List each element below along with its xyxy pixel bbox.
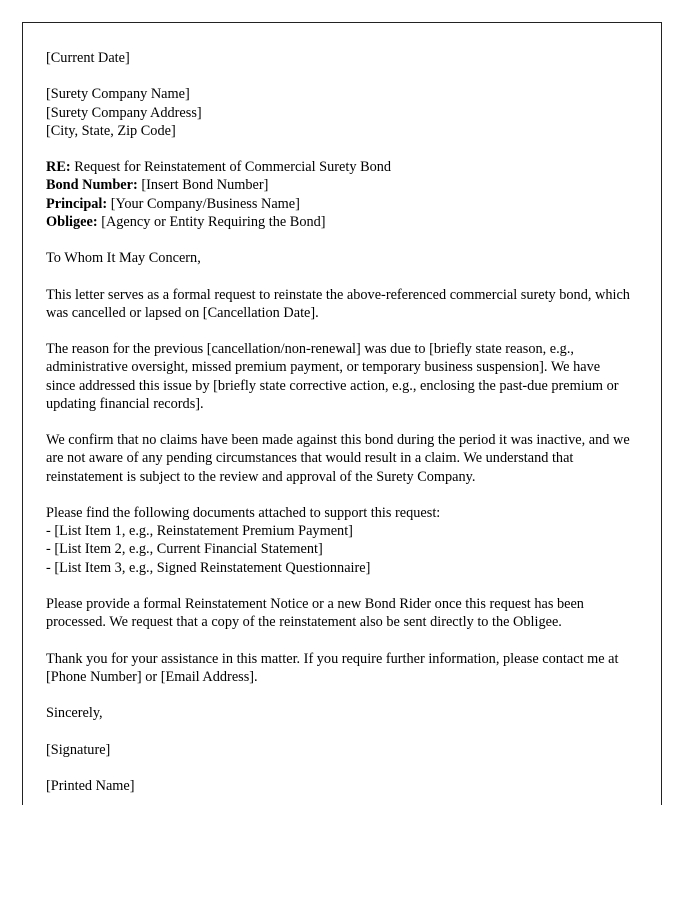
bond-number-label: Bond Number: (46, 177, 138, 194)
re-text: Request for Reinstatement of Commercial Surety Bond (70, 159, 392, 176)
re-line (46, 158, 630, 176)
obligee-line (46, 213, 630, 231)
date-line: [Current Date] (46, 50, 130, 66)
obligee-value: [Agency or Entity Requiring the Bond] (97, 213, 326, 230)
obligee-label: Obligee: (46, 213, 98, 230)
recipient-city-state-zip: [City, State, Zip Code] (46, 122, 176, 139)
list-item: - [List Item 2, e.g., Current Financial Statement] (46, 541, 323, 558)
bond-number-value: [Insert Bond Number] (137, 177, 269, 194)
paragraph-request: This letter serves as a formal request to reinstate the above-referenced commercial surety bond, which was cancelled or lapsed on [Cancellation Date]. (46, 286, 630, 321)
document-page (22, 22, 662, 805)
re-label: RE: (46, 159, 71, 176)
list-item: - [List Item 1, e.g., Reinstatement Premium Payment] (46, 523, 353, 540)
printed-name-placeholder: [Printed Name] (46, 777, 135, 794)
salutation: To Whom It May Concern, (46, 250, 201, 267)
subject-block (46, 158, 630, 231)
recipient-address-block (46, 85, 630, 140)
principal-line (46, 195, 630, 213)
paragraph-no-claims: We confirm that no claims have been made against this bond during the period it was inactive, and we are not aware of any pending circumstances that would result in a claim. We understand that reinstatement is subject to the review and approval of the Surety Company. (46, 432, 630, 485)
paragraph-reason: The reason for the previous [cancellation/non-renewal] was due to [briefly state reason, e.g., administrative oversight, missed premium payment, or temporary business suspension]. We have since addressed this issue by [briefly state corrective action, e.g., enclosing the past-due premium or updating financial records]. (46, 341, 619, 412)
signature-placeholder: [Signature] (46, 741, 111, 758)
attachments-intro: Please find the following documents attached to support this request: (46, 504, 441, 521)
letter-body (46, 49, 630, 795)
principal-label: Principal: (46, 195, 108, 212)
paragraph-thank-you: Thank you for your assistance in this matter. If you require further information, please contact me at [Phone Number] or [Email Address]. (46, 650, 619, 685)
closing: Sincerely, (46, 705, 103, 722)
list-item: - [List Item 3, e.g., Signed Reinstatement Questionnaire] (46, 559, 371, 576)
recipient-company-address: [Surety Company Address] (46, 104, 202, 121)
principal-value: [Your Company/Business Name] (107, 195, 300, 212)
bond-number-line (46, 176, 630, 194)
paragraph-reinstatement-notice: Please provide a formal Reinstatement Notice or a new Bond Rider once this request has been processed. We request that a copy of the reinstatement also be sent directly to the Obligee. (46, 595, 584, 631)
recipient-company-name: [Surety Company Name] (46, 86, 190, 103)
attachments-block (46, 504, 630, 577)
